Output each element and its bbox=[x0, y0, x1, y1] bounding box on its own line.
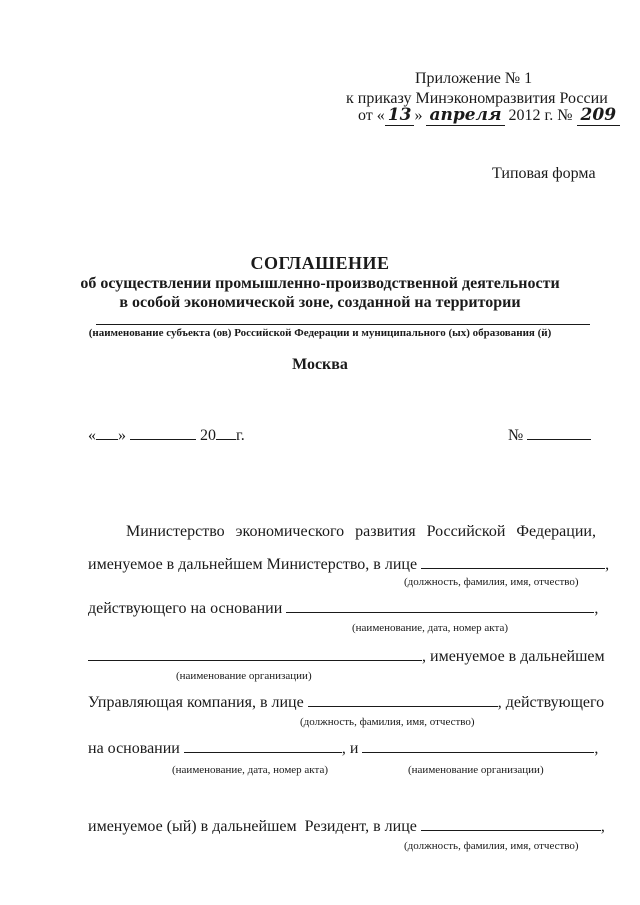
order-reference: к приказу Минэкономразвития России bbox=[346, 90, 608, 107]
territory-caption: (наименование субъекта (ов) Российской Федерации и муниципального (ых) образования (й) bbox=[88, 327, 552, 339]
resident-representative-line bbox=[88, 816, 605, 836]
document-subtitle-1: об осуществлении промышленно-производственной деятельности bbox=[80, 275, 560, 292]
comma: , bbox=[594, 600, 599, 617]
resident-org-caption: (наименование организации) bbox=[408, 764, 544, 776]
resident-representative-text: именуемое (ый) в дальнейшем Резидент, в лице bbox=[88, 818, 417, 835]
resident-official-field[interactable] bbox=[421, 816, 601, 831]
ministry-official-caption: (должность, фамилия, имя, отчество) bbox=[404, 576, 579, 588]
comma: , bbox=[594, 740, 599, 757]
management-basis-text: на основании bbox=[88, 740, 180, 757]
company-org-caption: (наименование организации) bbox=[176, 670, 312, 682]
order-date-prefix: от « bbox=[358, 107, 385, 124]
management-company-line bbox=[88, 692, 604, 712]
comma: , bbox=[605, 556, 610, 573]
management-act-caption: (наименование, дата, номер акта) bbox=[172, 764, 328, 776]
order-date-line bbox=[358, 107, 620, 126]
management-basis-field[interactable] bbox=[184, 738, 342, 753]
ministry-word-4: Российской bbox=[426, 523, 506, 540]
resident-official-caption: (должность, фамилия, имя, отчество) bbox=[404, 840, 579, 852]
resident-org-field[interactable] bbox=[362, 738, 594, 753]
company-name-line bbox=[88, 646, 605, 666]
management-company-text: Управляющая компания, в лице bbox=[88, 694, 304, 711]
order-date-quote: » bbox=[414, 107, 423, 124]
form-type-label: Типовая форма bbox=[492, 165, 596, 182]
document-subtitle-2: в особой экономической зоне, созданной на территории bbox=[119, 294, 521, 311]
order-year-text: 2012 г. № bbox=[508, 107, 573, 124]
date-year-field[interactable] bbox=[216, 425, 236, 440]
management-official-caption: (должность, фамилия, имя, отчество) bbox=[300, 716, 475, 728]
order-month-handwritten: апреля bbox=[426, 107, 504, 126]
comma: , bbox=[600, 818, 605, 835]
ministry-line bbox=[126, 523, 596, 541]
agreement-number bbox=[508, 425, 591, 445]
appendix-number: Приложение № 1 bbox=[415, 70, 533, 87]
company-name-tail: , именуемое в дальнейшем bbox=[422, 648, 605, 665]
order-number-handwritten: 209 bbox=[577, 107, 621, 126]
management-basis-line bbox=[88, 738, 598, 758]
ministry-official-field[interactable] bbox=[421, 554, 605, 569]
city-name: Москва bbox=[292, 356, 348, 373]
date-year-suffix: г. bbox=[236, 427, 245, 444]
agreement-number-label: № bbox=[508, 427, 524, 444]
ministry-word-2: экономического bbox=[235, 523, 345, 540]
ministry-basis-line bbox=[88, 598, 598, 618]
ministry-word-5: Федерации, bbox=[516, 523, 596, 540]
ministry-representative-text: именуемое в дальнейшем Министерство, в лице bbox=[88, 556, 418, 573]
management-and-text: , и bbox=[341, 740, 359, 757]
document-title: СОГЛАШЕНИЕ bbox=[250, 253, 390, 273]
agreement-date-line bbox=[88, 425, 245, 445]
date-close-quote: » bbox=[118, 427, 126, 444]
order-day-handwritten: 13 bbox=[385, 107, 415, 126]
date-century: 20 bbox=[200, 427, 216, 444]
ministry-basis-field[interactable] bbox=[286, 598, 594, 613]
territory-fill-line[interactable] bbox=[96, 324, 590, 325]
management-company-tail: , действующего bbox=[497, 694, 605, 711]
company-name-field[interactable] bbox=[88, 646, 422, 661]
ministry-act-caption: (наименование, дата, номер акта) bbox=[352, 622, 508, 634]
ministry-word-1: Министерство bbox=[126, 523, 225, 540]
agreement-number-field[interactable] bbox=[527, 425, 591, 440]
date-month-field[interactable] bbox=[130, 425, 196, 440]
date-open-quote: « bbox=[88, 427, 96, 444]
ministry-basis-text: действующего на основании bbox=[88, 600, 283, 617]
ministry-representative-line bbox=[88, 554, 609, 574]
management-official-field[interactable] bbox=[308, 692, 498, 707]
date-day-field[interactable] bbox=[96, 425, 118, 440]
ministry-word-3: развития bbox=[355, 523, 416, 540]
